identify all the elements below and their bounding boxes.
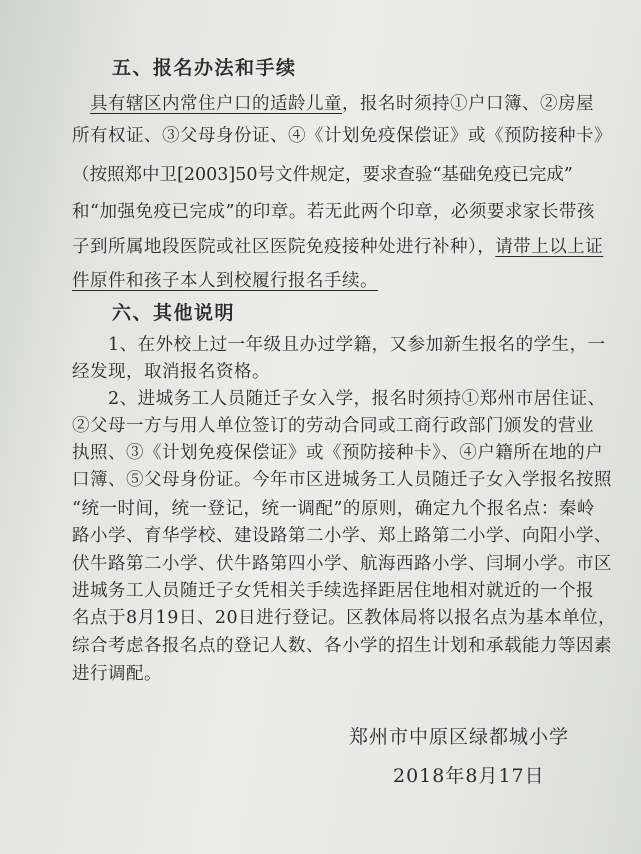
section-5-line-3: （按照郑中卫[2003]50号文件规定，要求查验“基础免疫已完成” (72, 165, 573, 185)
section-6-paragraph-2-line: 进行调配。 (72, 664, 162, 684)
section-6-paragraph-2-line: 伏牛路第二小学、伏牛路第四小学、航海西路小学、闫垌小学。市区 (72, 554, 612, 574)
section-5-underlined-text: 具有辖区内常住户口的适龄儿童 (90, 94, 342, 114)
signature-date: 2018年8月17日 (393, 765, 545, 787)
section-5-line-1 (90, 92, 594, 116)
section-6-paragraph-2-line: 路小学、育华学校、建设路第二小学、郑上路第二小学、向阳小学、 (72, 526, 612, 546)
section-6-heading: 六、其他说明 (112, 302, 236, 324)
section-5-text: ，报名时须持①户口簿、②房屋 (342, 94, 594, 114)
section-5-heading: 五、报名办法和手续 (112, 57, 297, 79)
section-6-paragraph-2-line: 2、进城务工人员随迁子女入学，报名时须持①郑州市居住证、 (108, 389, 606, 409)
section-6-paragraph-2-line: 综合考虑各报名点的登记人数、各小学的招生计划和承载能力等因素 (72, 636, 612, 656)
section-5-line-5 (72, 235, 603, 259)
signature-school-name: 郑州市中原区绿都城小学 (349, 726, 570, 748)
section-5-underlined-text: 请带上以上证 (495, 237, 604, 257)
section-5-text: 子到所属地段医院或社区医院免疫接种处进行补种）， (72, 237, 496, 257)
section-5-underlined-text: 件原件和孩子本人到校履行报名手续。 (72, 271, 378, 291)
section-6-paragraph-1-line-1: 1、在外校上过一年级且办过学籍，又参加新生报名的学生，一 (108, 335, 606, 355)
section-5-line-6 (72, 269, 378, 293)
section-6-paragraph-2-line: 名点于8月19日、20日进行登记。区教体局将以报名点为基本单位， (72, 608, 617, 628)
section-5-line-2: 所有权证、③父母身份证、④《计划免疫保偿证》或《预防接种卡》 (72, 126, 612, 146)
section-6-paragraph-2-line: “统一时间，统一登记，统一调配”的原则，确定九个报名点：秦岭 (72, 499, 595, 519)
section-6-paragraph-2-line: ②父母一方与用人单位签订的劳动合同或工商行政部门颁发的营业 (72, 416, 594, 436)
section-6-paragraph-2-line: 执照、③《计划免疫保偿证》或《预防接种卡》、④户籍所在地的户 (72, 443, 604, 463)
section-6-paragraph-2-line: 进城务工人员随迁子女凭相关手续选择距居住地相对就近的一个报 (72, 581, 594, 601)
section-5-line-4: 和“加强免疫已完成”的印章。若无此两个印章，必须要求家长带孩 (72, 202, 595, 222)
section-6-paragraph-2-line: 口簿、⑤父母身份证。今年市区进城务工人员随迁子女入学报名按照 (72, 470, 612, 490)
section-6-paragraph-1-line-2: 经发现，取消报名资格。 (72, 362, 270, 382)
